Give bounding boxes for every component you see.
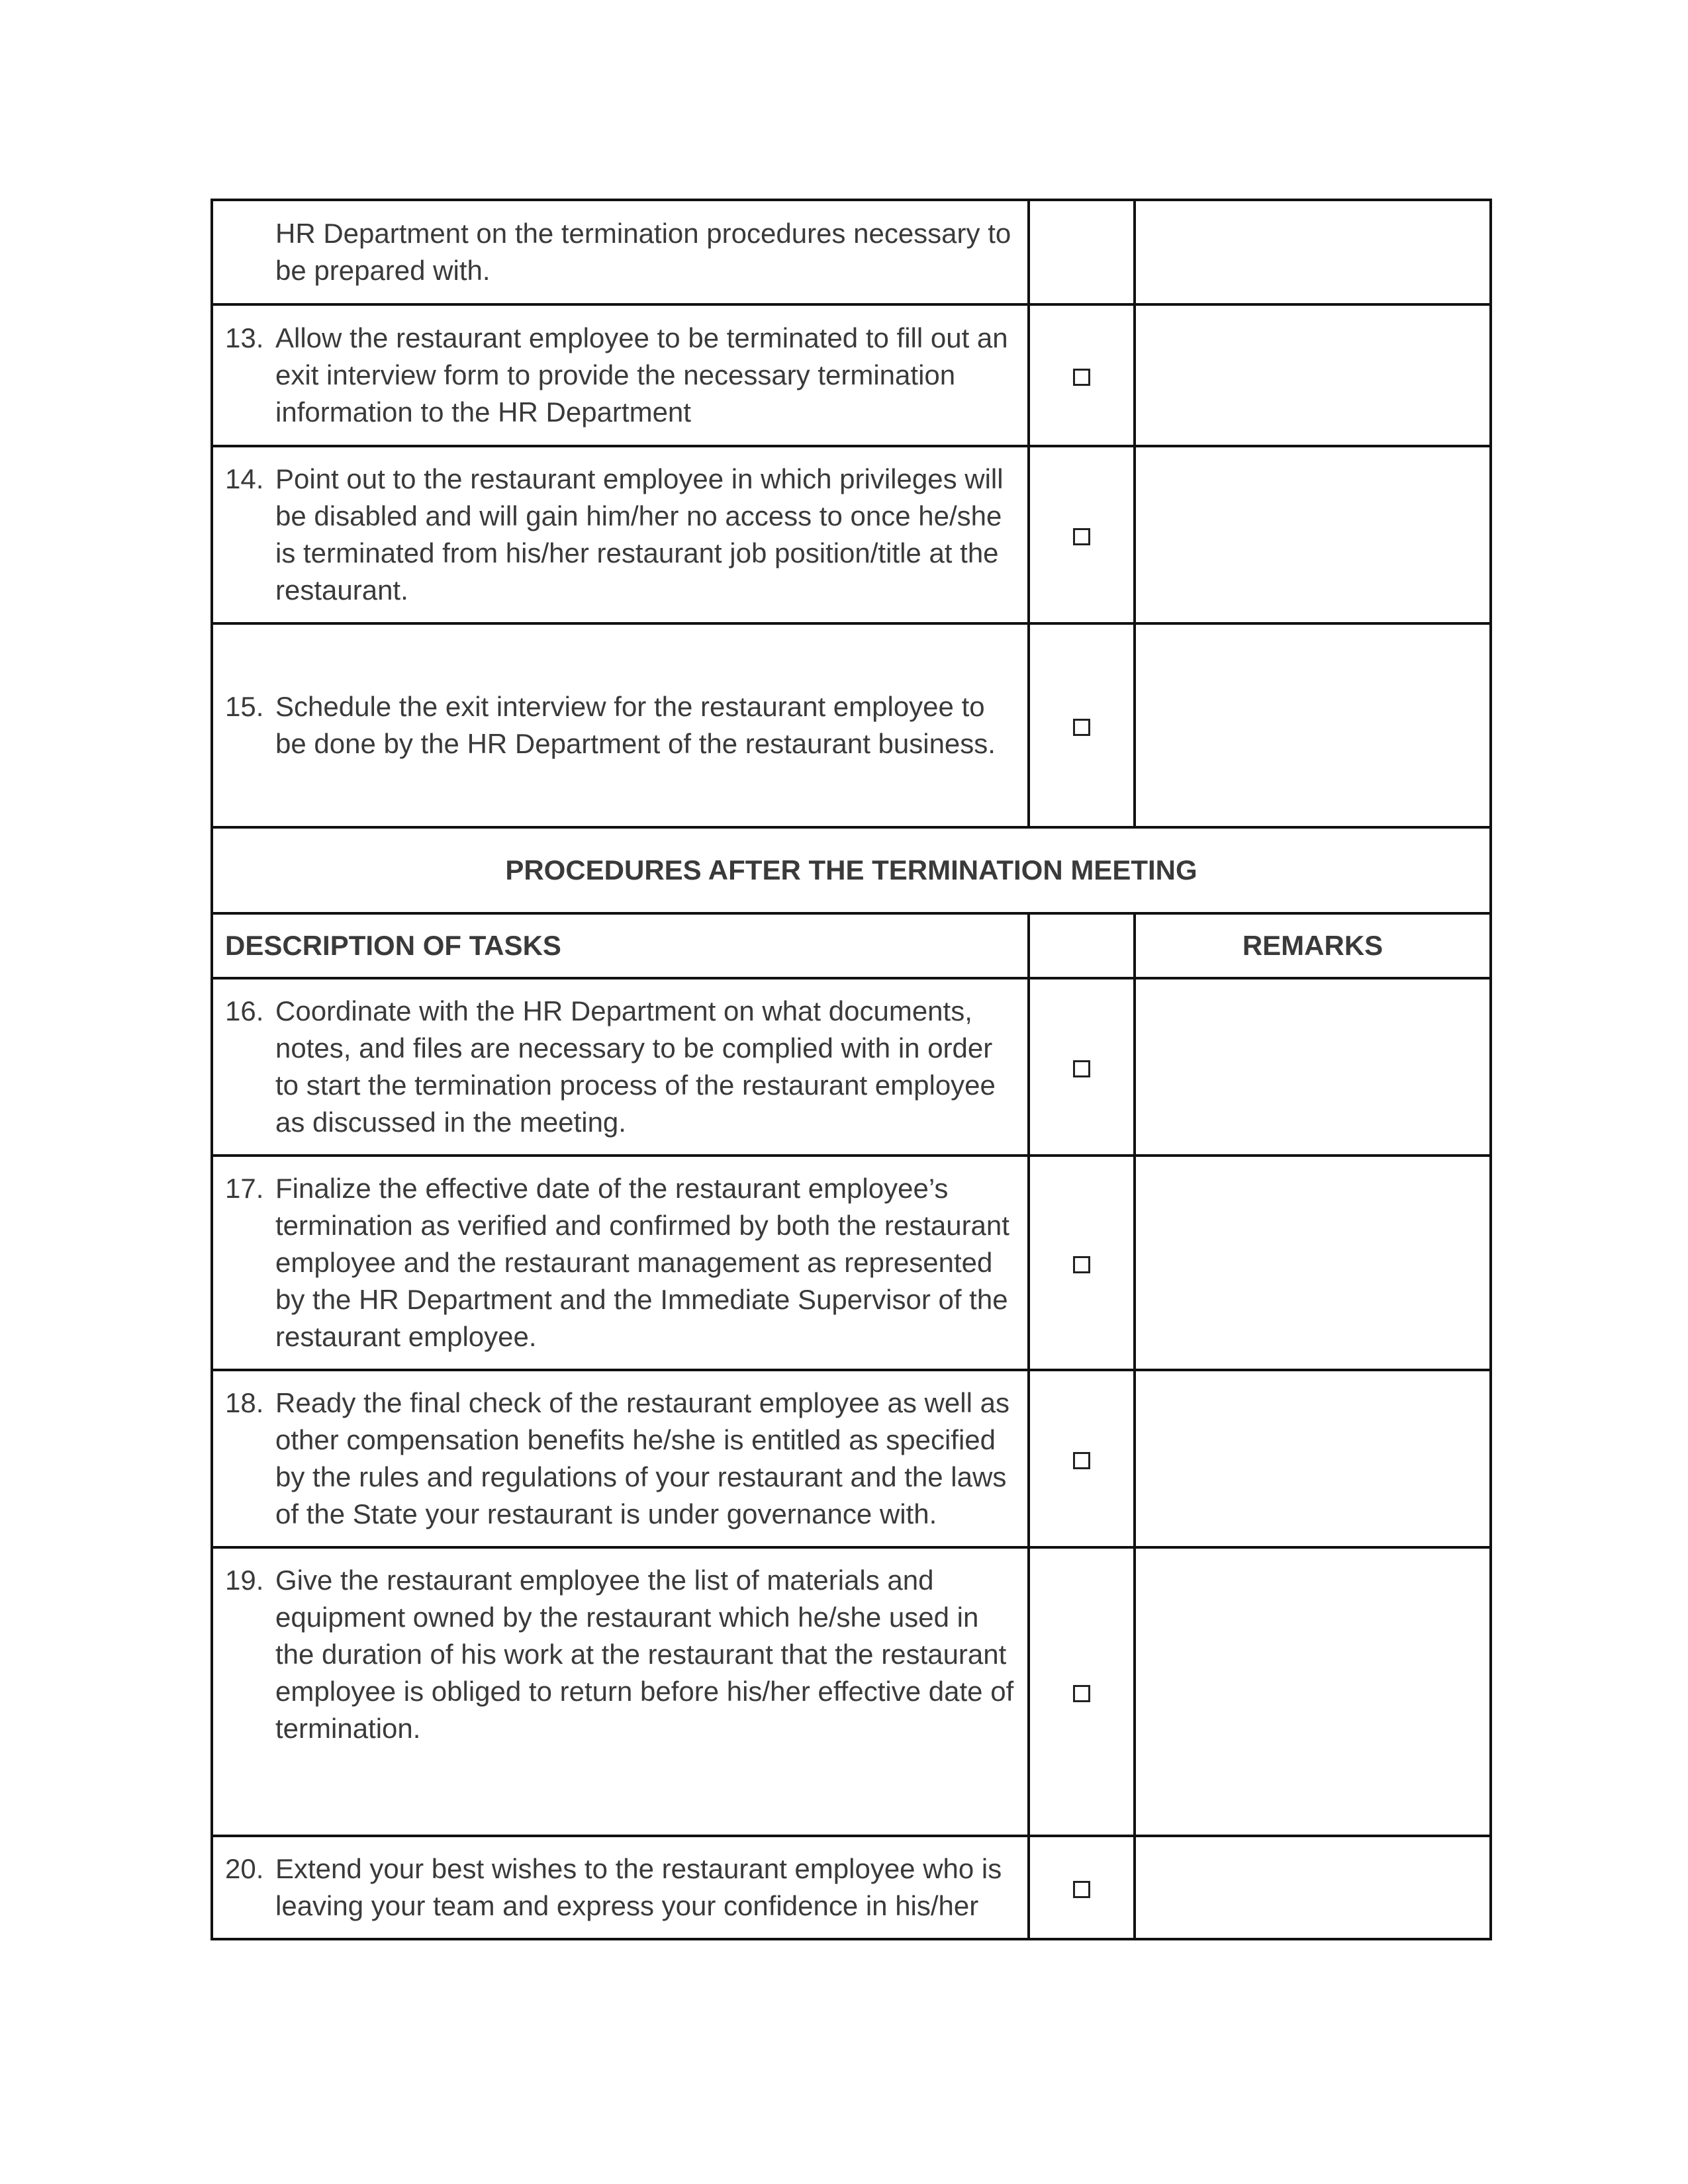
task-number: 20.: [225, 1853, 264, 1884]
task-description-cell: [212, 1836, 1029, 1939]
task-checkbox[interactable]: [1073, 1685, 1090, 1702]
check-cell: [1029, 978, 1135, 1156]
task-description-cell: [212, 623, 1029, 827]
table-row: [212, 1156, 1491, 1370]
task-text: Allow the restaurant employee to be terminated to fill out an exit interview form to provide the necessary termination information to the HR Department: [275, 322, 1008, 428]
task-number: 17.: [225, 1173, 264, 1204]
remarks-cell[interactable]: [1135, 446, 1491, 623]
task-checkbox[interactable]: [1073, 719, 1090, 736]
check-header: [1029, 913, 1135, 978]
task-description-cell: [212, 1370, 1029, 1547]
remarks-cell[interactable]: [1135, 200, 1491, 304]
task-text: Schedule the exit interview for the restaurant employee to be done by the HR Department of the restaurant business.: [275, 691, 996, 759]
check-cell: [1029, 1836, 1135, 1939]
task-description-cell: [212, 978, 1029, 1156]
description-header: DESCRIPTION OF TASKS: [212, 913, 1029, 978]
check-cell: [1029, 1156, 1135, 1370]
section-title: PROCEDURES AFTER THE TERMINATION MEETING: [212, 827, 1491, 913]
task-text: Finalize the effective date of the restaurant employee’s termination as verified and confirmed by both the restaurant employee and the restaurant management as represented by the HR Department and the Immediate Supervisor of the restaurant employee.: [275, 1173, 1009, 1352]
remarks-cell[interactable]: [1135, 1547, 1491, 1836]
remarks-cell[interactable]: [1135, 1836, 1491, 1939]
table-row: [212, 1370, 1491, 1547]
task-text: HR Department on the termination procedures necessary to be prepared with.: [275, 218, 1011, 286]
task-description-cell: [212, 200, 1029, 304]
task-text: Give the restaurant employee the list of materials and equipment owned by the restaurant which he/she used in the duration of his work at the restaurant that the restaurant employee is obliged to return before his/her effective date of termination.: [275, 1565, 1014, 1744]
task-text: Point out to the restaurant employee in which privileges will be disabled and will gain him/her no access to once he/she is terminated from his/her restaurant job position/title at the restaurant.: [275, 463, 1004, 606]
check-cell: [1029, 1370, 1135, 1547]
task-number: 15.: [225, 691, 264, 722]
check-cell: [1029, 446, 1135, 623]
table-row: [212, 1836, 1491, 1939]
table-row: [212, 304, 1491, 446]
remarks-cell[interactable]: [1135, 1370, 1491, 1547]
check-cell: [1029, 623, 1135, 827]
remarks-cell[interactable]: [1135, 978, 1491, 1156]
task-text: Coordinate with the HR Department on what documents, notes, and files are necessary to be complied with in order to start the termination process of the restaurant employee as discussed in the meeting.: [275, 995, 996, 1138]
table-row: [212, 623, 1491, 827]
table-row: [212, 978, 1491, 1156]
remarks-cell[interactable]: [1135, 623, 1491, 827]
task-number: 13.: [225, 322, 264, 353]
check-cell: [1029, 304, 1135, 446]
task-number: 19.: [225, 1565, 264, 1596]
checklist-table: [211, 199, 1492, 1940]
table-row: [212, 200, 1491, 304]
table-row: [212, 446, 1491, 623]
check-cell: [1029, 1547, 1135, 1836]
section-title-row: [212, 827, 1491, 913]
task-description-cell: [212, 446, 1029, 623]
task-description-cell: [212, 304, 1029, 446]
remarks-cell[interactable]: [1135, 304, 1491, 446]
task-description-cell: [212, 1156, 1029, 1370]
task-checkbox[interactable]: [1073, 369, 1090, 386]
task-number: 16.: [225, 995, 264, 1026]
task-number: 18.: [225, 1387, 264, 1418]
task-checkbox[interactable]: [1073, 528, 1090, 545]
task-checkbox[interactable]: [1073, 1452, 1090, 1469]
task-checkbox[interactable]: [1073, 1256, 1090, 1273]
header-row: [212, 913, 1491, 978]
remarks-cell[interactable]: [1135, 1156, 1491, 1370]
remarks-header: REMARKS: [1135, 913, 1491, 978]
task-checkbox[interactable]: [1073, 1060, 1090, 1077]
table-row: [212, 1547, 1491, 1836]
task-checkbox[interactable]: [1073, 1881, 1090, 1898]
checklist-page: [211, 199, 1489, 1940]
task-number: 14.: [225, 463, 264, 494]
task-description-cell: [212, 1547, 1029, 1836]
task-text: Extend your best wishes to the restaurant employee who is leaving your team and express your confidence in his/her: [275, 1853, 1002, 1921]
task-text: Ready the final check of the restaurant employee as well as other compensation benefits he/she is entitled as specified by the rules and regulations of your restaurant and the laws of the State your restaurant is under governance with.: [275, 1387, 1009, 1529]
check-cell: [1029, 200, 1135, 304]
